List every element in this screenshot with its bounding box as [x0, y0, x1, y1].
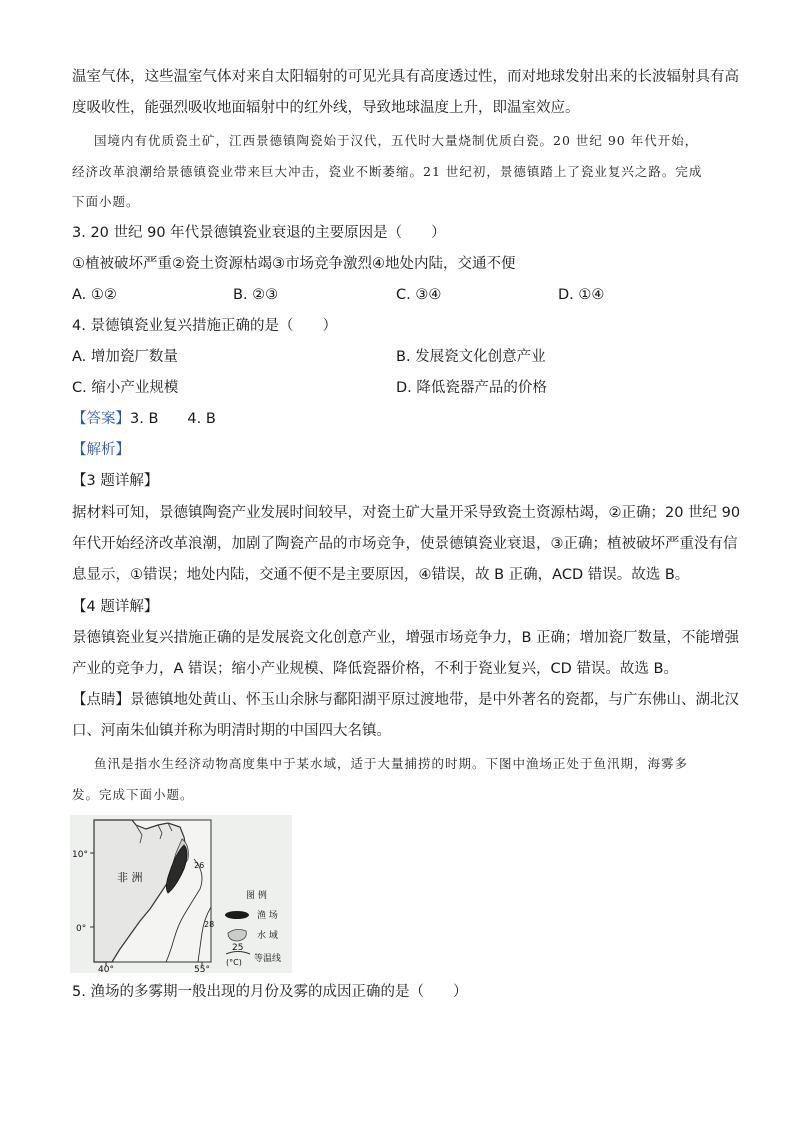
intro-line-1: 温室气体，这些温室气体对来自太阳辐射的可见光具有高度透过性，而对地球发射出来的长波辐射具有高 [72, 69, 739, 85]
lat-0-label: 0° [76, 924, 87, 934]
answer-text: 3. B 4. B [130, 411, 216, 427]
question-4-option-b[interactable]: B. 发展瓷文化创意产业 [396, 349, 546, 365]
question-4-stem: 4. 景德镇瓷业复兴措施正确的是（ ） [72, 318, 337, 334]
material-1-line-2: 经济改革浪潮给景德镇瓷业带来巨大冲击，瓷业不断萎缩。21 世纪初，景德镇踏上了瓷业复兴之路。完成 [72, 164, 703, 179]
fishery-map-svg [70, 815, 292, 973]
legend-isotherm-value: 25 [232, 943, 244, 953]
question-3-option-d[interactable]: D. ①④ [558, 287, 605, 303]
africa-label: 非 洲 [117, 871, 143, 884]
question-4-option-c[interactable]: C. 缩小产业规模 [72, 380, 179, 396]
legend-title: 图 例 [246, 891, 267, 901]
detail-3-tag: 【3 题详解】 [72, 473, 159, 489]
pointer-line-1 [72, 690, 739, 710]
analysis-tag: 【解析】 [72, 442, 130, 458]
legend-isotherm-unit: (°C) [226, 958, 242, 967]
pointer-text-1: 景德镇地处黄山、怀玉山余脉与鄱阳湖平原过渡地带，是中外著名的瓷都，与广东佛山、湖北汉 [130, 692, 739, 708]
lon-55-label: 55° [194, 965, 210, 973]
legend-water-swatch [228, 929, 246, 941]
material-1-line-3: 下面小题。 [72, 194, 140, 209]
answer-tag: 【答案】 [72, 411, 130, 427]
pointer-line-2: 口、河南朱仙镇并称为明清时期的中国四大名镇。 [72, 723, 391, 739]
intro-line-2: 度吸收性，能强烈吸收地面辐射中的红外线，导致地球温度上升，即温室效应。 [72, 100, 580, 116]
question-4-option-d[interactable]: D. 降低瓷器产品的价格 [396, 380, 547, 396]
detail-4-line-2: 产业的竞争力，A 错误；缩小产业规模、降低瓷器价格，不利于瓷业复兴，CD 错误。故选 B。 [72, 661, 678, 677]
fishery-map [70, 815, 292, 973]
detail-4-line-1: 景德镇瓷业复兴措施正确的是发展瓷文化创意产业，增强市场竞争力，B 正确；增加瓷厂数量，不能增强 [72, 630, 740, 646]
legend-isotherm-label: 等温线 [254, 954, 282, 964]
pointer-tag: 【点睛】 [72, 692, 130, 708]
detail-3-line-1: 据材料可知，景德镇陶瓷产业发展时间较早，对瓷土矿大量开采导致瓷土资源枯竭，②正确；20 世纪 90 [72, 505, 741, 521]
question-3-option-a[interactable]: A. ①② [72, 287, 117, 303]
question-5-stem: 5. 渔场的多雾期一般出现的月份及雾的成因正确的是（ ） [72, 984, 468, 1000]
detail-4-tag: 【4 题详解】 [72, 599, 159, 615]
isotherm-28-label: 28 [204, 920, 215, 929]
question-3-stem: 3. 20 世纪 90 年代景德镇瓷业衰退的主要原因是（ ） [72, 225, 446, 241]
material-2-line-2: 发。完成下面小题。 [72, 787, 194, 802]
lat-10-label: 10° [72, 850, 88, 860]
detail-3-line-2: 年代开始经济改革浪潮，加剧了陶瓷产品的市场竞争，使景德镇瓷业衰退，③正确；植被破坏严重没有信 [72, 536, 738, 552]
legend-fishery-swatch [225, 911, 249, 919]
question-3-items: ①植被破坏严重②瓷土资源枯竭③市场竞争激烈④地处内陆，交通不便 [72, 256, 516, 272]
isotherm-26-label: 26 [194, 861, 205, 870]
lon-40-label: 40° [98, 965, 114, 973]
detail-3-line-3: 息显示，①错误；地处内陆，交通不便不是主要原因，④错误，故 B 正确，ACD 错误。故选 B。 [72, 567, 690, 583]
question-3-option-b[interactable]: B. ②③ [233, 287, 279, 303]
material-1-line-1: 国境内有优质瓷土矿，江西景德镇陶瓷始于汉代，五代时大量烧制优质白瓷。20 世纪 90 年代开始， [94, 133, 699, 148]
question-3-option-c[interactable]: C. ③④ [396, 287, 442, 303]
answer-line [72, 409, 216, 429]
legend-fishery-label: 渔 场 [257, 911, 278, 921]
question-4-option-a[interactable]: A. 增加瓷厂数量 [72, 349, 178, 365]
legend-water-label: 水 域 [257, 931, 278, 941]
material-2-line-1: 鱼汛是指水生经济动物高度集中于某水域，适于大量捕捞的时期。下图中渔场正处于鱼汛期，海雾多 [94, 756, 689, 771]
